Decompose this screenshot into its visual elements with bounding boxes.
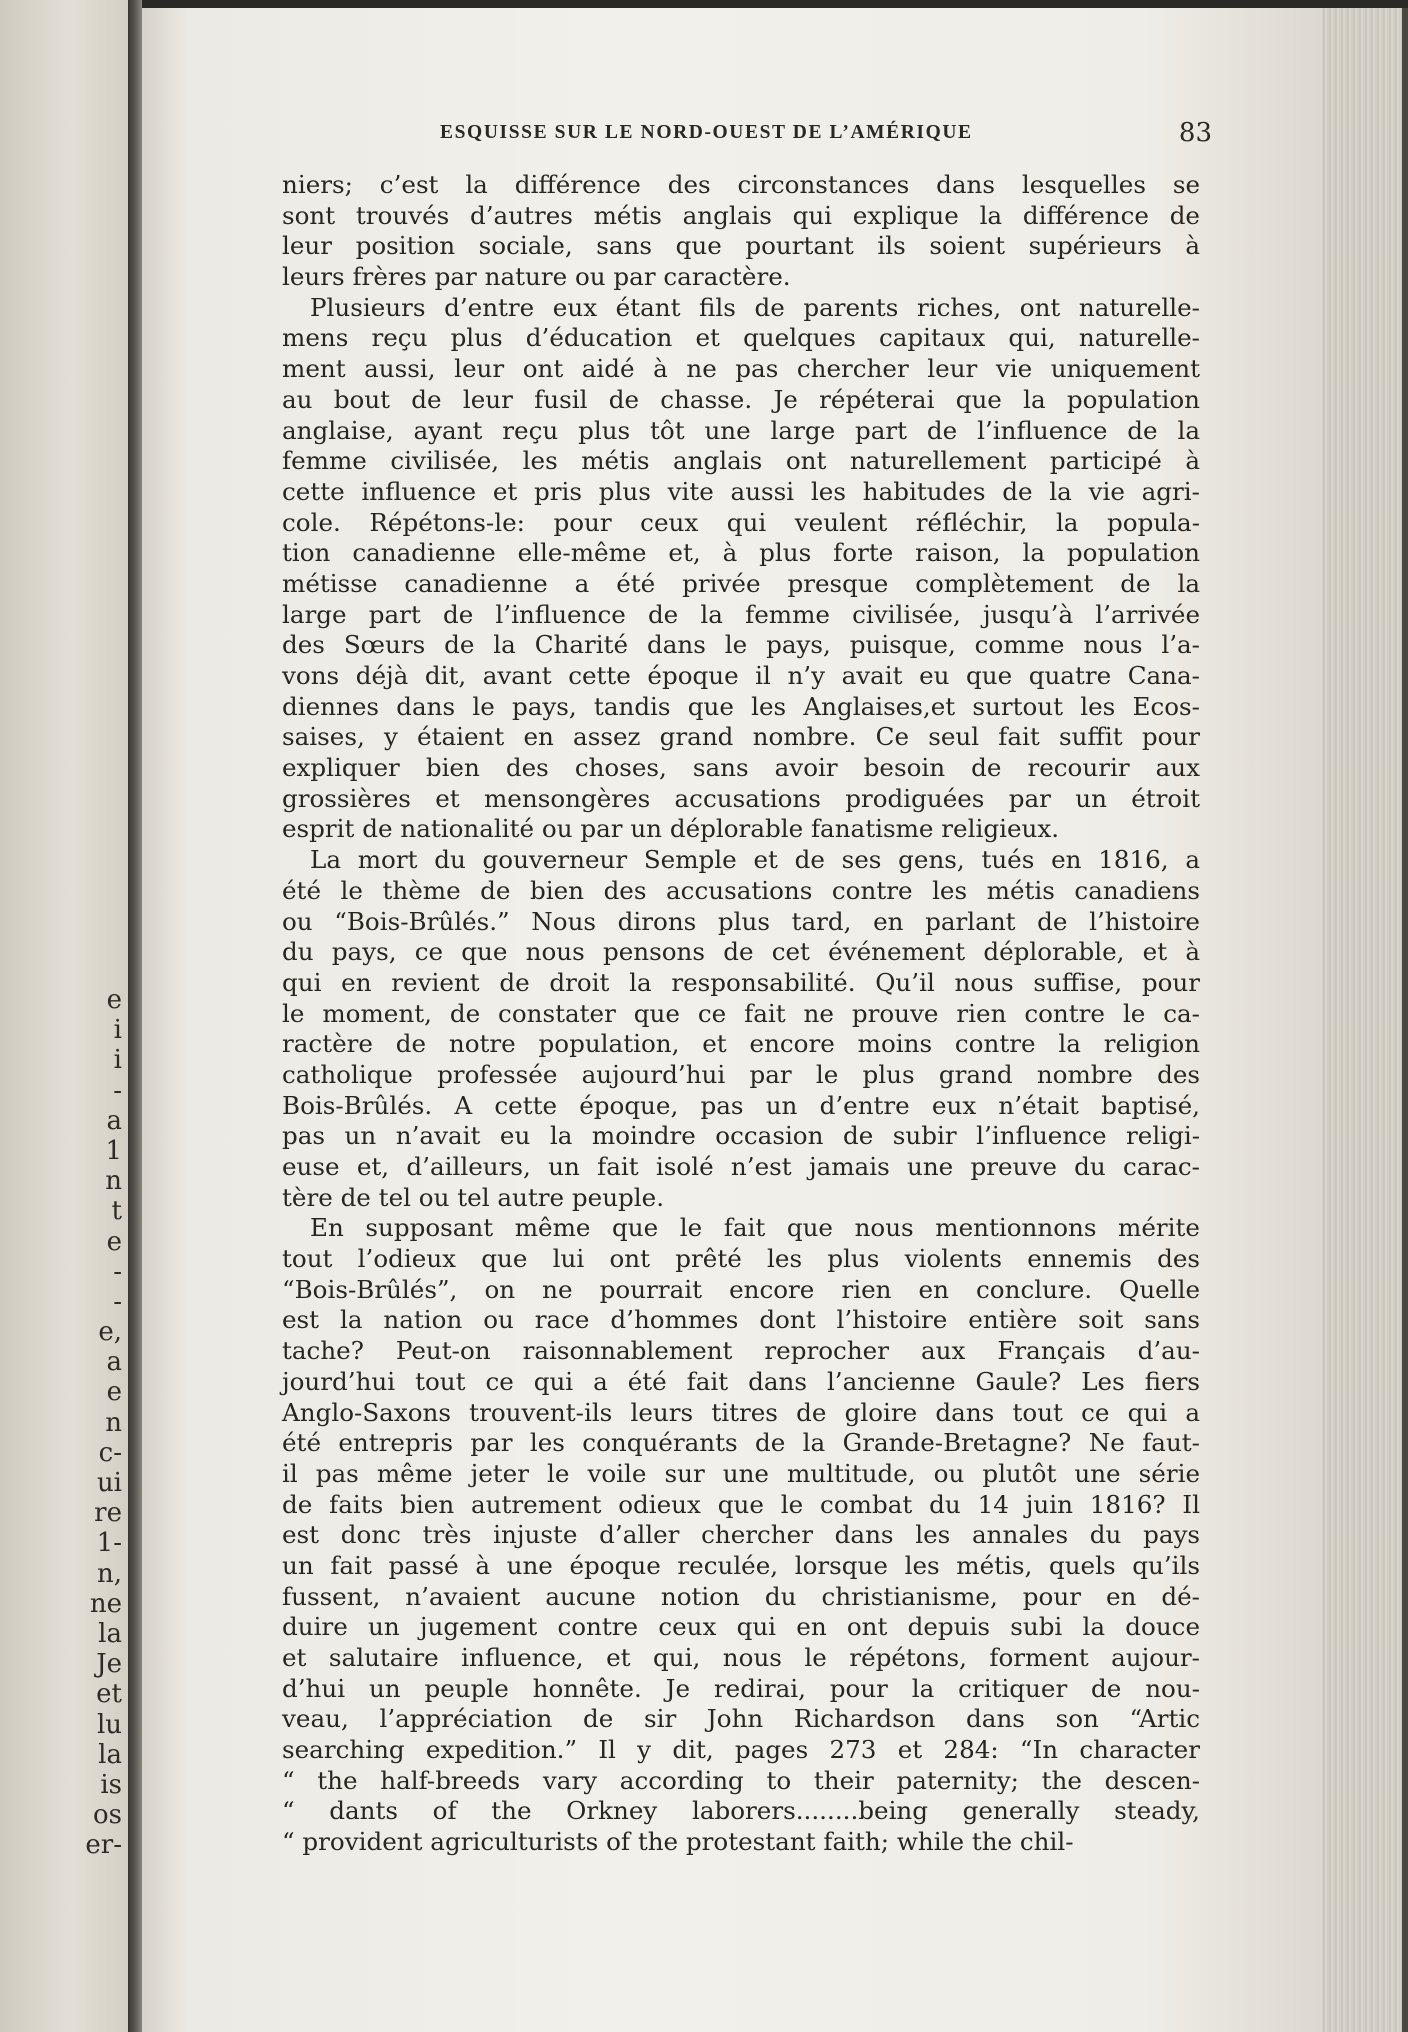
previous-page-fragment: la <box>98 1739 122 1770</box>
text-line: le moment, de constater que ce fait ne prouve rien contre le ca- <box>282 998 1200 1028</box>
page-edges <box>1322 8 1408 2032</box>
text-line: ment aussi, leur ont aidé à ne pas chercher leur vie uniquement <box>282 354 1200 384</box>
book-gutter <box>128 0 142 2032</box>
previous-page-fragment: i <box>113 1045 122 1076</box>
previous-page-fragment: c- <box>98 1437 122 1468</box>
text-line: tion canadienne elle-même et, à plus forte raison, la population <box>282 538 1200 568</box>
text-line: est donc très injuste d’aller chercher dans les annales du pays <box>282 1520 1200 1550</box>
text-line: métisse canadienne a été privée presque complètement de la <box>282 568 1200 598</box>
text-line: cette influence et pris plus vite aussi les habitudes de la vie agri- <box>282 476 1200 506</box>
previous-page-fragment: e, <box>98 1317 122 1348</box>
previous-page-fragment: is <box>100 1769 122 1800</box>
text-line: un fait passé à une époque reculée, lorsque les métis, quels qu’ils <box>282 1550 1200 1580</box>
text-line: des Sœurs de la Charité dans le pays, puisque, comme nous l’a- <box>282 630 1200 660</box>
text-line: large part de l’influence de la femme civilisée, jusqu’à l’arrivée <box>282 599 1200 629</box>
text-line: été le thème de bien des accusations contre les métis canadiens <box>282 875 1200 905</box>
text-line: d’hui un peuple honnête. Je redirai, pour la critiquer de nou- <box>282 1673 1200 1703</box>
text-line: duire un jugement contre ceux qui en ont depuis subi la douce <box>282 1612 1200 1642</box>
text-line: “ dants of the Orkney laborers........being generally steady, <box>282 1796 1200 1826</box>
text-line: Bois-Brûlés. A cette époque, pas un d’entre eux n’était baptisé, <box>282 1090 1200 1120</box>
text-line: En supposant même que le fait que nous mentionnons mérite <box>310 1213 1200 1243</box>
text-line: veau, l’appréciation de sir John Richardson dans son “Artic <box>282 1704 1200 1734</box>
previous-page-fragment: n <box>105 1166 122 1197</box>
text-line: searching expedition.” Il y dit, pages 273 et 284: “In character <box>282 1735 1200 1765</box>
page-header <box>300 118 1212 152</box>
text-line: sont trouvés d’autres métis anglais qui explique la différence de <box>282 200 1200 230</box>
text-line: été entrepris par les conquérants de la Grande-Bretagne? Ne faut- <box>282 1428 1200 1458</box>
text-line: tout l’odieux que lui ont prêté les plus violents ennemis des <box>282 1244 1200 1274</box>
text-line: “Bois-Brûlés”, on ne pourrait encore rien en conclure. Quelle <box>282 1274 1200 1304</box>
text-line: expliquer bien des choses, sans avoir besoin de recourir aux <box>282 753 1200 783</box>
previous-page-edge <box>0 0 128 2032</box>
previous-page-fragment: Je <box>96 1649 122 1680</box>
text-line: jourd’hui tout ce qui a été fait dans l’ancienne Gaule? Les fiers <box>282 1366 1200 1396</box>
previous-page-fragment: la <box>98 1618 122 1649</box>
previous-page-fragment: t <box>111 1196 122 1227</box>
text-line: vons déjà dit, avant cette époque il n’y avait eu que quatre Cana- <box>282 661 1200 690</box>
text-line: ou “Bois-Brûlés.” Nous dirons plus tard, en parlant de l’histoire <box>282 906 1200 936</box>
previous-page-fragment: i <box>113 1015 122 1046</box>
text-line: du pays, ce que nous pensons de cet événement déplorable, et à <box>282 937 1200 967</box>
text-line: Anglo-Saxons trouvent-ils leurs titres de gloire dans tout ce qui a <box>282 1397 1200 1427</box>
previous-page-fragment: - <box>113 1256 122 1287</box>
text-line: de faits bien autrement odieux que le combat du 14 juin 1816? Il <box>282 1489 1200 1519</box>
text-line: ractère de notre population, et encore moins contre la religion <box>282 1029 1200 1059</box>
page-number: 83 <box>1178 118 1212 148</box>
previous-page-fragment: ne <box>89 1588 122 1619</box>
text-line: niers; c’est la différence des circonstances dans lesquelles se <box>282 170 1200 199</box>
previous-page-fragment: lu <box>96 1709 122 1740</box>
text-line: et salutaire influence, et qui, nous le répétons, forment aujour- <box>282 1643 1200 1672</box>
previous-page-fragment: n <box>105 1407 122 1438</box>
previous-page-fragment: e <box>106 1377 122 1408</box>
text-line: “ provident agriculturists of the protestant faith; while the chil- <box>282 1827 1074 1857</box>
text-line: catholique professée aujourd’hui par le plus grand nombre des <box>282 1059 1200 1089</box>
text-line: La mort du gouverneur Semple et de ses gens, tués en 1816, a <box>310 845 1200 875</box>
text-line: anglaise, ayant reçu plus tôt une large part de l’influence de la <box>282 415 1200 445</box>
previous-page-fragment: os <box>93 1800 122 1831</box>
previous-page-fragment: e <box>106 985 122 1015</box>
text-line: tache? Peut-on raisonnablement reprocher aux Français d’au- <box>282 1336 1200 1366</box>
text-line: fussent, n’avaient aucune notion du christianisme, pour en dé- <box>282 1581 1200 1611</box>
text-line: qui en revient de droit la responsabilité. Qu’il nous suffise, pour <box>282 967 1200 997</box>
previous-page-fragment: e <box>106 1226 122 1257</box>
previous-page-text-fragments <box>22 985 122 1860</box>
text-line: “ the half-breeds vary according to their paternity; the descen- <box>282 1765 1200 1795</box>
text-line: Plusieurs d’entre eux étant fils de parents riches, ont naturelle- <box>310 292 1200 322</box>
text-line: mens reçu plus d’éducation et quelques capitaux qui, naturelle- <box>282 323 1200 353</box>
text-line: esprit de nationalité ou par un déplorable fanatisme religieux. <box>282 814 1060 844</box>
previous-page-fragment: ui <box>96 1468 122 1498</box>
previous-page-fragment: - <box>113 1075 122 1106</box>
text-line: est la nation ou race d’hommes dont l’histoire entière soit sans <box>282 1305 1200 1335</box>
previous-page-fragment: a <box>106 1347 122 1378</box>
previous-page-fragment: 1- <box>96 1528 122 1559</box>
previous-page-fragment: n, <box>96 1558 122 1589</box>
text-line: diennes dans le pays, tandis que les Anglaises,et surtout les Ecos- <box>282 691 1200 721</box>
previous-page-fragment: - <box>113 1286 122 1317</box>
running-title: ESQUISSE SUR LE NORD-OUEST DE L’AMÉRIQUE <box>440 122 973 143</box>
text-line: euse et, d’ailleurs, un fait isolé n’est jamais une preuve du carac- <box>282 1152 1200 1181</box>
text-line: grossières et mensongères accusations prodiguées par un étroit <box>282 783 1200 813</box>
previous-page-fragment: et <box>96 1679 122 1710</box>
text-line: femme civilisée, les métis anglais ont naturellement participé à <box>282 446 1200 476</box>
text-line: il pas même jeter le voile sur une multitude, ou plutôt une série <box>282 1458 1200 1488</box>
previous-page-fragment: er- <box>85 1830 122 1861</box>
text-line: tère de tel ou tel autre peuple. <box>282 1182 665 1212</box>
text-line: pas un n’avait eu la moindre occasion de subir l’influence religi- <box>282 1121 1200 1151</box>
body-text <box>282 170 1200 1858</box>
text-line: leur position sociale, sans que pourtant ils soient supérieurs à <box>282 231 1200 261</box>
previous-page-fragment: 1 <box>105 1135 122 1166</box>
text-line: saises, y étaient en assez grand nombre. Ce seul fait suffit pour <box>282 722 1200 752</box>
text-line: leurs frères par nature ou par caractère. <box>282 262 791 292</box>
previous-page-fragment: a <box>106 1105 122 1136</box>
text-line: cole. Répétons-le: pour ceux qui veulent réfléchir, la popula- <box>282 507 1200 537</box>
text-line: au bout de leur fusil de chasse. Je répéterai que la population <box>282 384 1200 414</box>
previous-page-fragment: re <box>94 1498 122 1529</box>
